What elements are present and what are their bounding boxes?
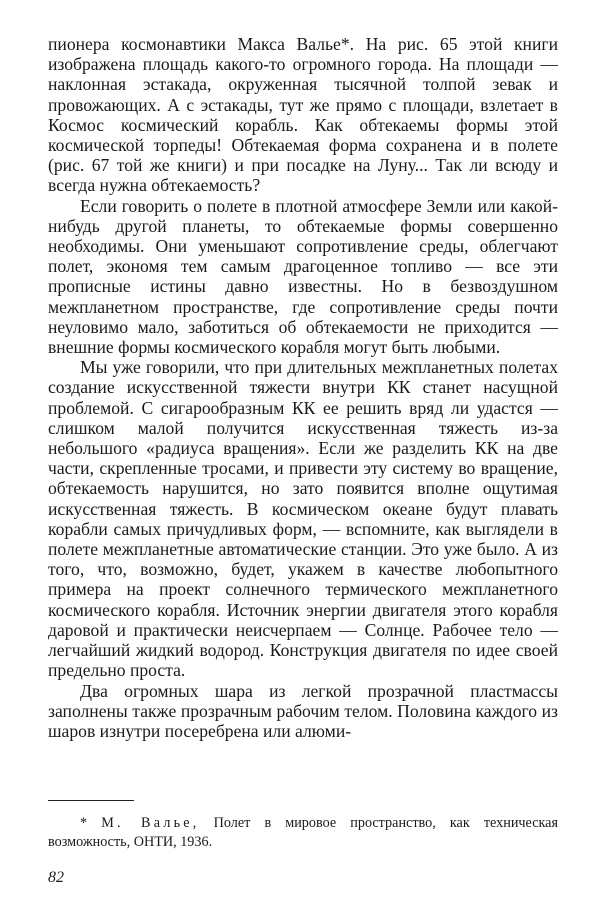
footnote-divider (48, 800, 134, 801)
paragraph-plastic-spheres: Два огромных шара из легкой прозрачной пластмассы заполнены также прозрачным рабочим телом. Половина каждого из шаров изнутри посеребрена или алюми- (48, 680, 558, 741)
footnote-text: Полет в мировое пространство, как техническая возможность, ОНТИ, 1936. (48, 815, 559, 850)
footnote-author: М. Валье, (101, 815, 200, 831)
footnote-marker: * (80, 815, 88, 831)
footnote (48, 814, 558, 851)
paragraph-continuation: пионера космонавтики Макса Валье*. На рис. 65 этой книги изображена площадь какого-то огромного города. На площади — наклонная эстакада, окруженная тысячной толпой зевак и провожающих. А с эстакады, тут же прямо с площади, взлетает в Космос космический корабль. Как обтекаемы формы этой космической торпеды! Обтекаемая форма сохранена и в полете (рис. 67 той же книги) и при посадке на Луну... Так ли всюду и всегда нужна обтекаемость? (48, 34, 558, 196)
page-number: 82 (48, 869, 64, 886)
paragraph-artificial-gravity: Мы уже говорили, что при длительных межпланетных полетах создание искусственной тяжести внутри КК станет насущной проблемой. С сигарообразным КК ее решить вряд ли удастся — слишком малой получится искусственная тяжесть из-за небольшого «радиуса вращения». Если же разделить КК на две части, скрепленные тросами, и привести эту систему во вращение, обтекаемость нарушится, но зато появится вполне ощутимая искусственная тяжесть. В космическом океане будут плавать корабли самых причудливых форм, — вспомните, как выглядели в полете межпланетные автоматические станции. Это уже было. А из того, что, возможно, будет, укажем в качестве любопытного примера на проект солнечного термического межпланетного космического корабля. Источник энергии двигателя этого корабля даровой и практически неисчерпаем — Солнце. Рабочее тело — легчайший жидкий водород. Конструкция двигателя по идее своей предельно проста. (48, 357, 558, 681)
paragraph-atmosphere: Если говорить о полете в плотной атмосфере Земли или какой-нибудь другой планеты, то обтекаемые формы совершенно необходимы. Они уменьшают сопротивление среды, облегчают полет, экономя тем самым драгоценное топливо — все эти прописные истины давно известны. Но в безвоздушном межпланетном пространстве, где сопротивление среды почти неуловимо мало, заботиться об обтекаемости не приходится — внешние формы космического корабля могут быть любыми. (48, 195, 558, 358)
page-body (48, 34, 558, 741)
